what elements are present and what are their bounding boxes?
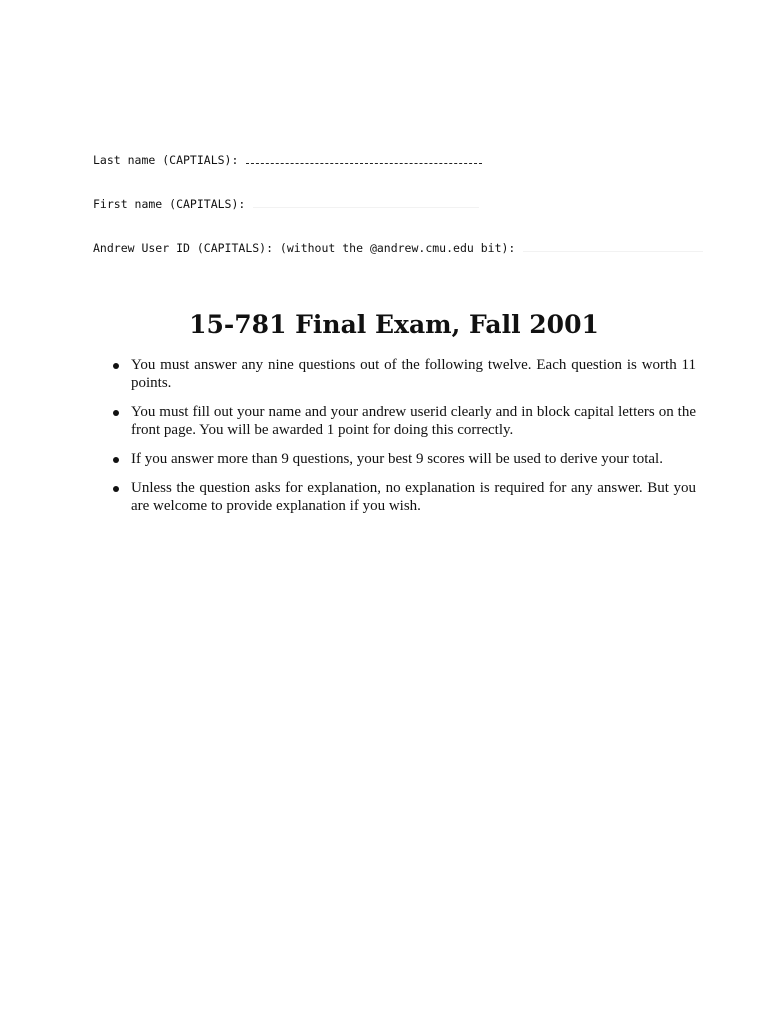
instruction-text: You must fill out your name and your andrew userid clearly and in block capital letters on the front page. You will be awarded 1 point for doing this correctly.	[131, 404, 696, 438]
first-name-blank[interactable]	[253, 197, 479, 208]
last-name-field	[93, 153, 482, 167]
bullet-icon	[113, 457, 119, 463]
instruction-item	[112, 356, 696, 392]
instruction-item	[112, 403, 696, 439]
last-name-label: Last name (CAPTIALS):	[93, 153, 239, 167]
instruction-text: Unless the question asks for explanation, no explanation is required for any answer. But you are welcome to provide explanation if you wish.	[131, 480, 696, 514]
bullet-icon	[113, 410, 119, 416]
instruction-text: You must answer any nine questions out of the following twelve. Each question is worth 11 points.	[131, 357, 696, 391]
user-id-field	[93, 241, 703, 255]
bullet-icon	[113, 486, 119, 492]
first-name-label: First name (CAPITALS):	[93, 197, 246, 211]
user-id-blank[interactable]	[523, 241, 703, 252]
last-name-blank[interactable]	[246, 153, 482, 164]
exam-title: 15-781 Final Exam, Fall 2001	[189, 310, 599, 339]
instruction-item	[112, 450, 696, 468]
user-id-label: Andrew User ID (CAPITALS): (without the @andrew.cmu.edu bit):	[93, 241, 516, 255]
instructions-list	[112, 356, 696, 526]
instruction-text: If you answer more than 9 questions, your best 9 scores will be used to derive your total.	[131, 451, 663, 467]
bullet-icon	[113, 363, 119, 369]
instruction-item	[112, 479, 696, 515]
first-name-field	[93, 197, 479, 211]
